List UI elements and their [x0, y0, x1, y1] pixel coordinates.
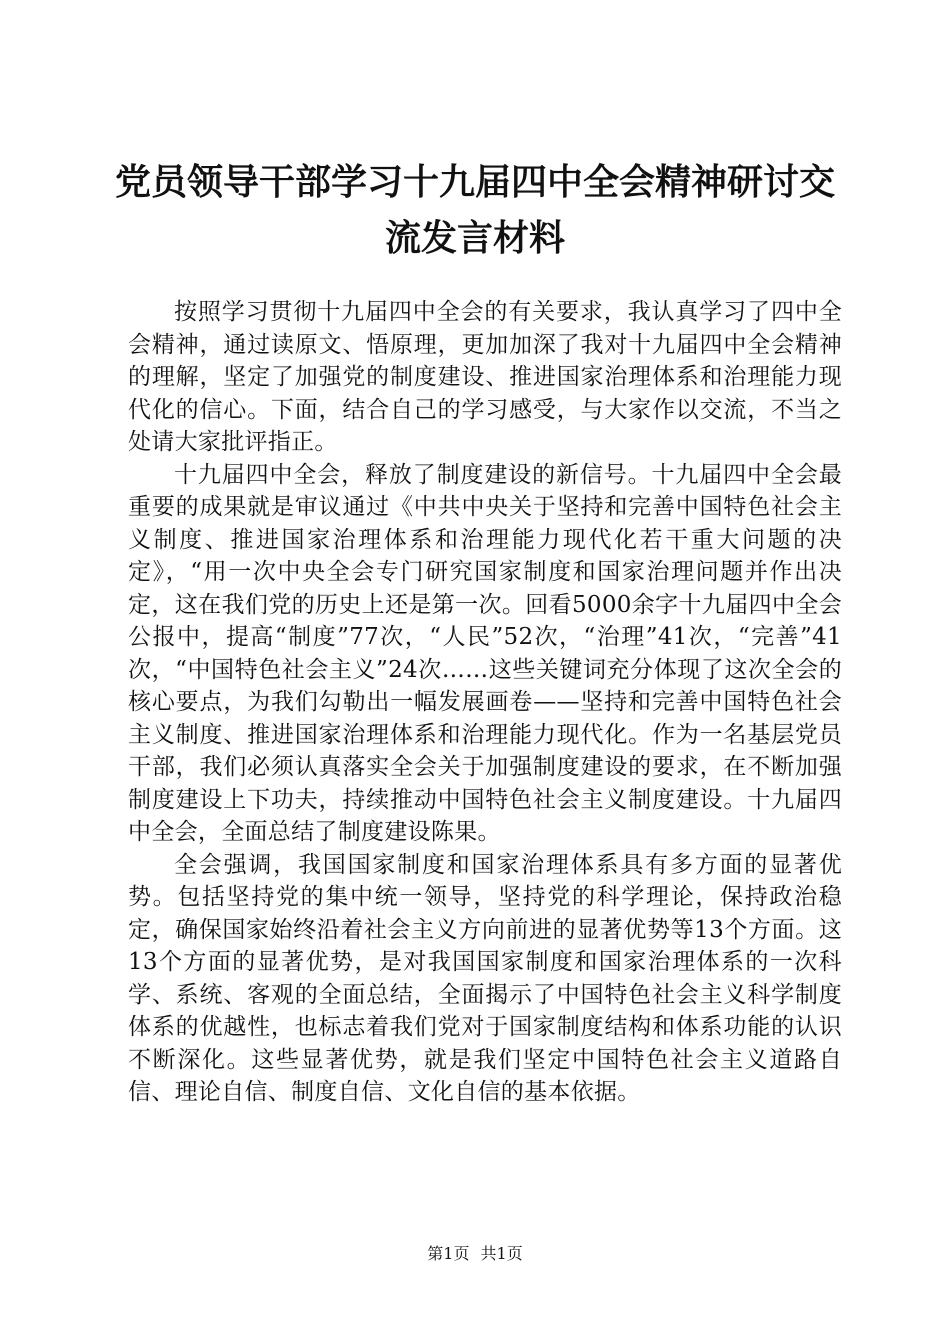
paragraph-2: 十九届四中全会，释放了制度建设的新信号。十九届四中全会最重要的成果就是审议通过《中共中央关于坚持和完善中国特色社会主义制度、推进国家治理体系和治理能力现代化若干重大问题的决定》，“用一次中央全会专门研究国家制度和国家治理问题并作出决定，这在我们党的历史上还是第一次。回看5000余字十九届四中全会公报中，提高“制度”77次，“人民”52次，“治理”41次，“完善”41次，“中国特色社会主义”24次……这些关键词充分体现了这次全会的核心要点，为我们勾勒出一幅发展画卷——坚持和完善中国特色社会主义制度、推进国家治理体系和治理能力现代化。作为一名基层党员干部，我们必须认真落实全会关于加强制度建设的要求，在不断加强制度建设上下功夫，持续推动中国特色社会主义制度建设。十九届四中全会，全面总结了制度建设陈果。: [128, 461, 842, 845]
paragraph-1: 按照学习贯彻十九届四中全会的有关要求，我认真学习了四中全会精神，通过读原文、悟原理，更加加深了我对十九届四中全会精神的理解，坚定了加强党的制度建设、推进国家治理体系和治理能力现代化的信心。下面，结合自己的学习感受，与大家作以交流，不当之处请大家批评指正。: [128, 299, 842, 455]
document-title: [100, 155, 850, 267]
title-line-1: 党员领导干部学习十九届四中全会精神研讨交: [114, 162, 835, 203]
paragraph-3: 全会强调，我国国家制度和国家治理体系具有多方面的显著优势。包括坚持党的集中统一领导，坚持党的科学理论，保持政治稳定，确保国家始终沿着社会主义方向前进的显著优势等13个方面。这13个方面的显著优势，是对我国国家制度和国家治理体系的一次科学、系统、客观的全面总结，全面揭示了中国特色社会主义科学制度体系的优越性，也标志着我们党对于国家制度结构和体系功能的认识不断深化。这些显著优势，就是我们坚定中国特色社会主义道路自信、理论自信、制度自信、文化自信的基本依据。: [128, 851, 842, 1105]
title-line-2: 流发言材料: [384, 218, 565, 259]
page-number: 第1页: [427, 1244, 470, 1263]
page-total: 共1页: [480, 1244, 523, 1263]
page-footer: [0, 1244, 950, 1264]
document-body: [128, 296, 842, 1109]
